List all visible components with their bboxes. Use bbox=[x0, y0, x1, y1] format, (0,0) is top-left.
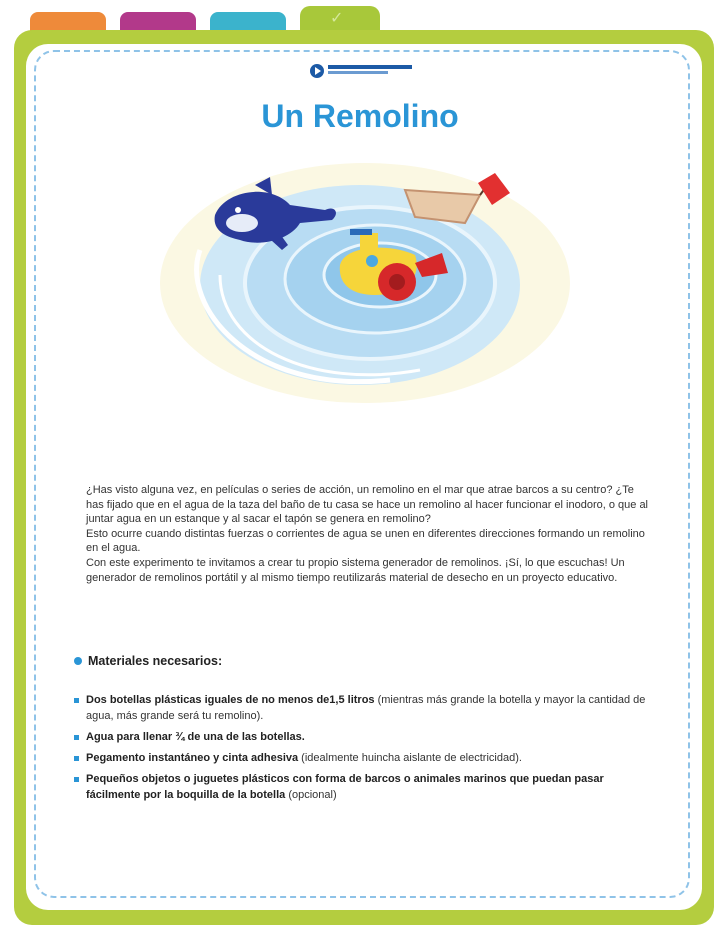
checkmark-icon: ✓ bbox=[330, 8, 344, 27]
materials-heading bbox=[74, 654, 222, 668]
publisher-logo bbox=[310, 63, 414, 79]
page-title: Un Remolino bbox=[261, 98, 459, 134]
bullet-square-icon bbox=[74, 756, 79, 761]
logo-wordmark bbox=[328, 64, 414, 79]
bullet-dot-icon bbox=[74, 657, 82, 665]
item-bold: Agua para llenar ¾ de una de las botellas. bbox=[86, 731, 305, 743]
intro-paragraph: Con este experimento te invitamos a crear tu propio sistema generador de remolinos. ¡Sí, lo que escuchas! Un generador de remolinos portátil y al mismo tiempo reutilizarás material de desecho en un proyecto educativo. bbox=[86, 556, 625, 584]
materials-heading-text: Materiales necesarios: bbox=[88, 654, 223, 668]
bullet-square-icon bbox=[74, 777, 79, 782]
item-bold: Pegamento instantáneo y cinta adhesiva bbox=[86, 752, 299, 764]
item-rest: (idealmente huincha aislante de electricidad). bbox=[298, 752, 522, 764]
intro-paragraph: ¿Has visto alguna vez, en películas o series de acción, un remolino en el mar que atrae barcos a su centro? ¿Te has fijado que en el agua de la taza del baño de tu casa se hace un remolino al hacer funcionar el inodoro, o que al juntar agua en un estanque y al sacar el tapón se genera en remolino? bbox=[86, 484, 649, 526]
bullet-square-icon bbox=[74, 698, 79, 703]
item-rest: (opcional) bbox=[285, 789, 337, 801]
list-item bbox=[74, 771, 654, 803]
intro-paragraph: Esto ocurre cuando distintas fuerzas o corrientes de agua se unen en diferentes direcciones formando un remolino en el agua. bbox=[86, 527, 645, 555]
intro-text bbox=[86, 483, 652, 585]
item-bold: Dos botellas plásticas iguales de no menos de1,5 litros bbox=[86, 694, 375, 706]
item-rest: (mientras más grande la botella y mayor la cantidad de agua, más grande será tu remolino). bbox=[86, 694, 646, 722]
materials-list bbox=[74, 692, 654, 808]
item-bold: Pequeños objetos o juguetes plásticos con forma de barcos o animales marinos que puedan pasar fácilmente por la boquilla de la botella bbox=[86, 773, 604, 801]
list-item bbox=[74, 729, 654, 745]
play-icon bbox=[310, 64, 324, 78]
logo-wordmark-graphic bbox=[328, 64, 414, 76]
whirlpool-illustration bbox=[160, 155, 580, 440]
list-item bbox=[74, 750, 654, 766]
list-item bbox=[74, 692, 654, 724]
bullet-square-icon bbox=[74, 735, 79, 740]
